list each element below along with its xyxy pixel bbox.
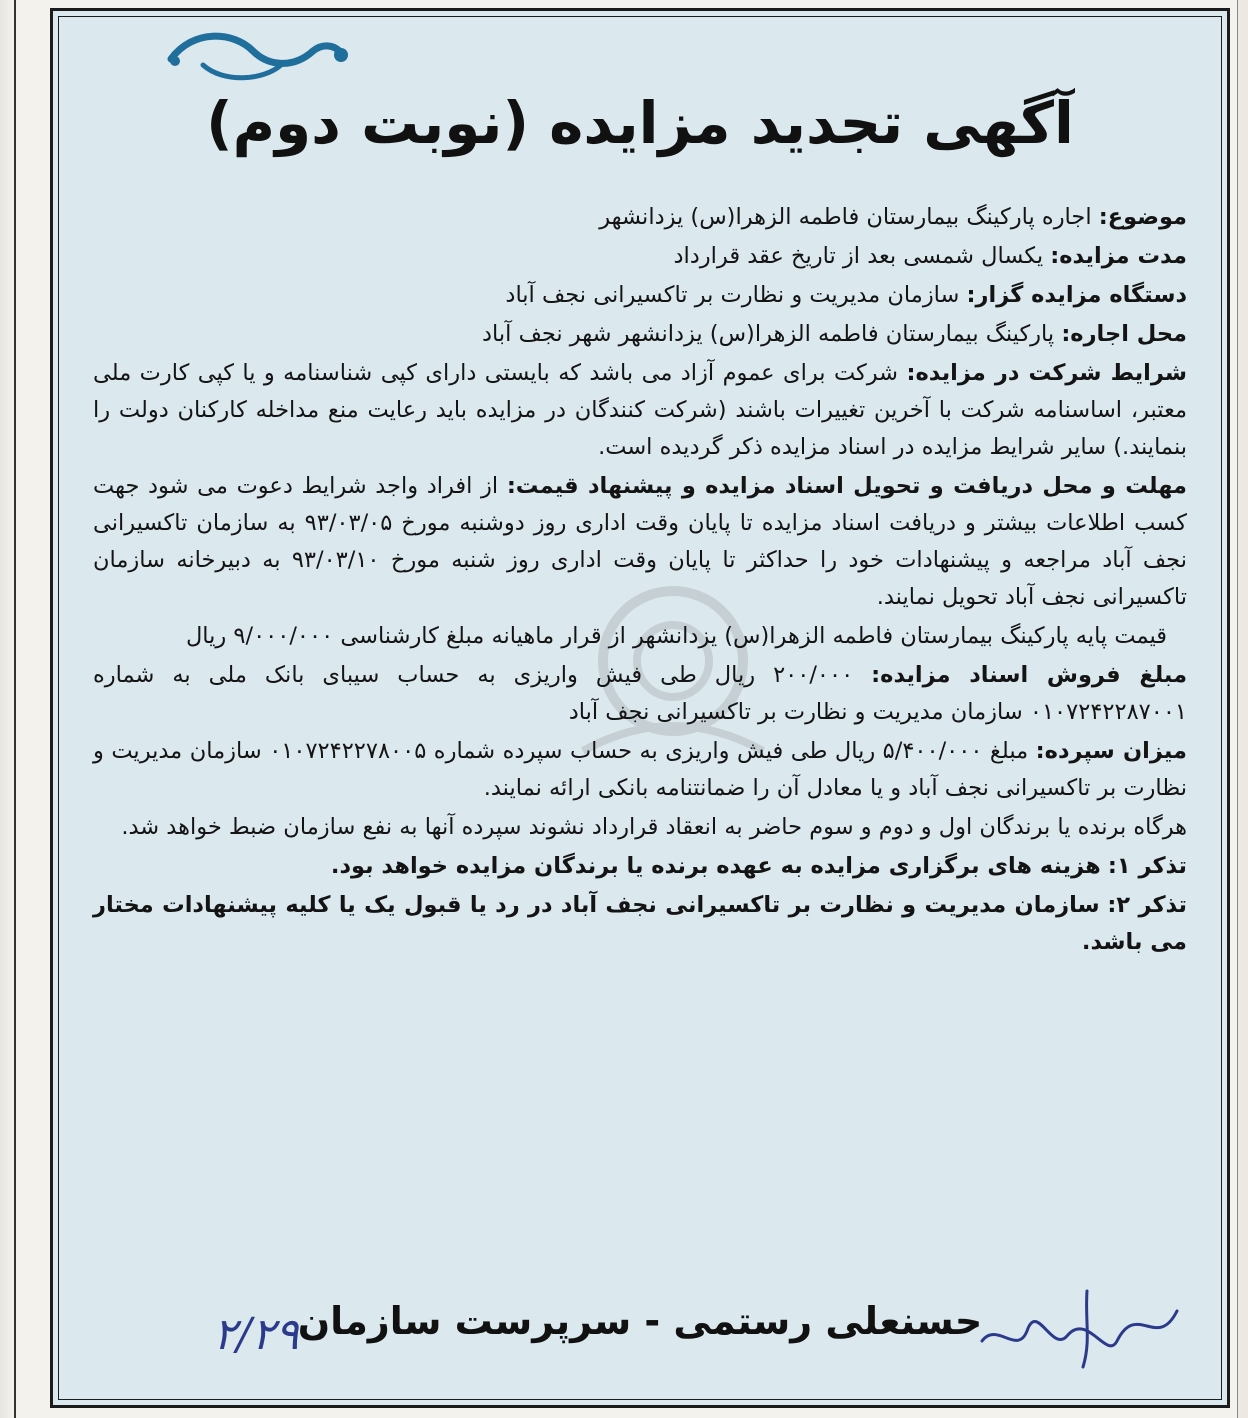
- doc-fee-paragraph: [93, 657, 1187, 731]
- signature-line: حسنعلی رستمی - سرپرست سازمان: [297, 1299, 983, 1343]
- note2-label: تذکر ۲:: [1107, 892, 1187, 918]
- organizer-text: سازمان مدیریت و نظارت بر تاکسیرانی نجف آباد: [505, 282, 960, 308]
- deposit-text: مبلغ ۵/۴۰۰/۰۰۰ ریال طی فیش واریزی به حساب سپرده شماره ۰۱۰۷۲۴۲۲۷۸۰۰۵ سازمان مدیریت و نظارت بر تاکسیرانی نجف آباد و یا معادل آن را ضمانتنامه بانکی ارائه نمایند.: [93, 738, 1187, 801]
- note2-paragraph: [93, 887, 1187, 961]
- base-price-line: قیمت پایه پارکینگ بیمارستان فاطمه الزهرا(س) یزدانشهر از قرار ماهیانه مبلغ کارشناسی ۹/۰۰۰/۰۰۰ ریال: [185, 623, 1167, 649]
- notice-body: [93, 199, 1187, 963]
- note1-line: [93, 848, 1187, 885]
- handwritten-number: ۲/۲۹: [213, 1309, 299, 1360]
- organizer-label: دستگاه مزایده گزار:: [966, 282, 1187, 308]
- duration-text: یکسال شمسی بعد از تاریخ عقد قرارداد: [673, 243, 1044, 269]
- subject-label: موضوع:: [1098, 204, 1187, 230]
- note1-text: هزینه های برگزاری مزایده به عهده برنده یا برندگان مزایده خواهد بود.: [330, 853, 1101, 879]
- notice-title: آگهی تجدید مزایده (نوبت دوم): [206, 89, 1074, 157]
- doc-fee-text: ۲۰۰/۰۰۰ ریال طی فیش واریزی به حساب سیبای بانک ملی به شماره ۰۱۰۷۲۴۲۲۸۷۰۰۱ سازمان مدیریت و نظارت بر تاکسیرانی نجف آباد: [93, 662, 1187, 725]
- conditions-label: شرایط شرکت در مزایده:: [906, 360, 1188, 386]
- handwritten-signature-icon: [967, 1281, 1187, 1371]
- duration-line: [93, 238, 1187, 275]
- location-line: [93, 316, 1187, 353]
- note2-text: سازمان مدیریت و نظارت بر تاکسیرانی نجف آباد در رد یا قبول یک یا کلیه پیشنهادات مختار می باشد.: [93, 892, 1187, 955]
- page-edge-left: [0, 0, 16, 1418]
- note1-label: تذکر ۱:: [1107, 853, 1187, 879]
- location-text: پارکینگ بیمارستان فاطمه الزهرا(س) یزدانشهر شهر نجف آباد: [482, 321, 1055, 347]
- deadline-text: از افراد واجد شرایط دعوت می شود جهت کسب اطلاعات بیشتر و دریافت اسناد مزایده تا پایان وقت اداری روز دوشنبه مورخ ۹۳/۰۳/۰۵ به سازمان تاکسیرانی نجف آباد مراجعه و پیشنهادات خود را حداکثر تا پایان وقت اداری روز شنبه مورخ ۹۳/۰۳/۱۰ به دبیرخانه سازمان تاکسیرانی نجف آباد تحویل نمایند.: [93, 473, 1187, 610]
- subject-text: اجاره پارکینگ بیمارستان فاطمه الزهرا(س) یزدانشهر: [599, 204, 1092, 230]
- doc-fee-label: مبلغ فروش اسناد مزایده:: [871, 662, 1187, 688]
- subject-line: [93, 199, 1187, 236]
- duration-label: مدت مزایده:: [1050, 243, 1187, 269]
- deposit-label: میزان سپرده:: [1035, 738, 1187, 764]
- organizer-line: [93, 277, 1187, 314]
- page-edge-right: [1237, 0, 1248, 1418]
- deposit-paragraph: [93, 733, 1187, 807]
- deadline-paragraph: [93, 468, 1187, 616]
- conditions-paragraph: [93, 355, 1187, 466]
- forfeit-paragraph: هرگاه برنده یا برندگان اول و دوم و سوم حاضر به انعقاد قرارداد نشوند سپرده آنها به نفع سازمان ضبط خواهد شد.: [121, 814, 1187, 840]
- conditions-text: شرکت برای عموم آزاد می باشد که بایستی دارای کپی شناسنامه و یا کپی کارت ملی معتبر، اساسنامه شرکت با آخرین تغییرات باشند (شرکت کنندگان در مزایده باید رعایت منع مداخله کارکنان دولت را بنمایند.) سایر شرایط مزایده در اسناد مزایده ذکر گردیده است.: [93, 360, 1187, 460]
- ornament-flourish-icon: [163, 21, 353, 91]
- auction-notice: [50, 8, 1230, 1408]
- deadline-label: مهلت و محل دریافت و تحویل اسناد مزایده و پیشنهاد قیمت:: [506, 473, 1187, 499]
- location-label: محل اجاره:: [1061, 321, 1187, 347]
